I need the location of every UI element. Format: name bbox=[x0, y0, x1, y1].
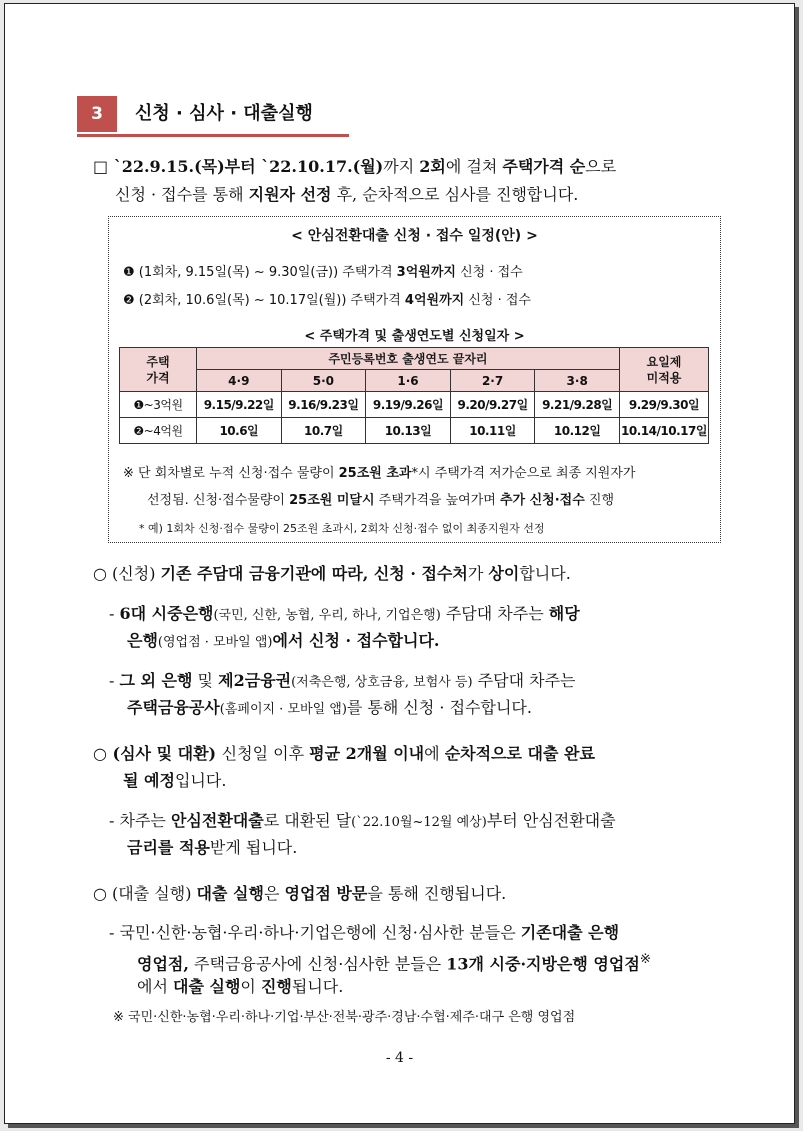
digit-header: 1·6 bbox=[366, 370, 451, 392]
apply-emph: 주택금융공사 bbox=[127, 698, 220, 717]
apply-text: 및 bbox=[192, 671, 219, 690]
note-emph: 추가 신청·접수 bbox=[499, 493, 585, 508]
apply-text: 가 bbox=[467, 564, 489, 583]
group-header: 주민등록번호 출생연도 끝자리 bbox=[197, 348, 620, 370]
table-cell: 10.7일 bbox=[281, 418, 366, 444]
review-note: (`22.10월~12월 예상) bbox=[351, 815, 487, 830]
section-heading bbox=[77, 96, 349, 137]
intro-line-2 bbox=[115, 182, 578, 207]
apply-text: 주담대 차주는 bbox=[472, 671, 576, 690]
apply-text: 주담대 차주는 bbox=[440, 604, 549, 623]
apply-emph: 에서 신청 · 접수합니다. bbox=[272, 631, 440, 650]
note-text: *시 주택가격 저가순으로 최종 지원자가 bbox=[411, 466, 636, 481]
intro-text: 후, 순차적으로 심사를 진행합니다. bbox=[331, 185, 579, 204]
exec-sub-line-2 bbox=[137, 947, 651, 976]
apply-note: (저축은행, 상호금융, 보험사 등) bbox=[291, 675, 473, 690]
apply-sub-2-line-2 bbox=[127, 695, 532, 722]
review-main-1 bbox=[93, 741, 595, 766]
schedule-title: < 안심전환대출 신청 · 접수 일정(안) > bbox=[291, 228, 538, 244]
digit-header: 3·8 bbox=[535, 370, 620, 392]
table-cell: 10.14/10.17일 bbox=[620, 418, 709, 444]
apply-note: (홈페이지 · 모바일 앱) bbox=[219, 702, 347, 717]
apply-text: 를 통해 신청 · 접수합니다. bbox=[346, 698, 532, 717]
apply-sub-1-line-1 bbox=[109, 601, 580, 628]
exec-label: ○ (대출 실행) bbox=[93, 884, 197, 903]
schedule-box bbox=[108, 216, 721, 543]
exec-text: 됩니다. bbox=[291, 977, 344, 996]
note-emph: 25조원 초과 bbox=[338, 466, 412, 481]
review-emph: 순차적으로 대출 완료 bbox=[444, 744, 595, 763]
apply-emph: 제2금융권 bbox=[218, 671, 292, 690]
apply-emph: 6대 시중은행 bbox=[119, 604, 214, 623]
review-text: 에 bbox=[424, 744, 445, 763]
review-main-2 bbox=[123, 768, 226, 793]
section-number: 3 bbox=[77, 96, 117, 132]
review-text: 부터 안심전환대출 bbox=[486, 811, 616, 830]
round-1 bbox=[123, 261, 523, 280]
row-label: ❶~3억원 bbox=[120, 392, 197, 418]
round-text: 신청 · 접수 bbox=[464, 293, 531, 308]
apply-main bbox=[93, 561, 571, 586]
digit-header: 4·9 bbox=[197, 370, 282, 392]
round-2 bbox=[123, 289, 531, 308]
review-text: 신청일 이후 bbox=[221, 744, 310, 763]
intro-text: 까지 bbox=[383, 157, 420, 176]
exec-text: 에서 bbox=[137, 977, 173, 996]
apply-text: 합니다. bbox=[519, 564, 571, 583]
table-cell: 10.12일 bbox=[535, 418, 620, 444]
apply-emph: 기존 주담대 금융기관에 따라, 신청 · 접수처 bbox=[160, 564, 468, 583]
table-cell: 10.6일 bbox=[197, 418, 282, 444]
apply-emph: 해당 bbox=[548, 604, 580, 623]
apply-note: (국민, 신한, 농협, 우리, 하나, 기업은행) bbox=[213, 608, 441, 623]
review-sub-line-2 bbox=[127, 835, 297, 860]
digit-header: 2·7 bbox=[450, 370, 535, 392]
intro-line-1 bbox=[93, 154, 616, 179]
apply-emph: 상이 bbox=[488, 564, 520, 583]
digit-header: 5·0 bbox=[281, 370, 366, 392]
intro-text: 에 걸쳐 bbox=[445, 157, 503, 176]
intro-rounds: 2회 bbox=[419, 157, 446, 176]
note-text: 선정됨. 신청·접수물량이 bbox=[147, 493, 290, 508]
exec-emph: 대출 실행 bbox=[196, 884, 264, 903]
box-note-1 bbox=[123, 462, 635, 481]
round-text: 신청 · 접수 bbox=[455, 265, 523, 280]
note-text: 주택가격을 높여가며 bbox=[374, 493, 500, 508]
exec-text: 을 통해 진행됩니다. bbox=[367, 884, 507, 903]
exec-sub-line-1 bbox=[109, 920, 619, 945]
intro-order: 주택가격 순 bbox=[502, 157, 586, 176]
note-emph: 25조원 미달시 bbox=[289, 493, 375, 508]
table-cell: 9.21/9.28일 bbox=[535, 392, 620, 418]
exec-text: 이 bbox=[240, 977, 261, 996]
box-note-2 bbox=[147, 489, 614, 508]
table-cell: 9.19/9.26일 bbox=[366, 392, 451, 418]
intro-selection: 지원자 선정 bbox=[248, 185, 332, 204]
schedule-table bbox=[119, 347, 709, 444]
apply-emph: 은행 bbox=[127, 631, 158, 650]
note-text: ※ 단 회차별로 누적 신청·접수 물량이 bbox=[123, 466, 339, 481]
exec-emph: 영업점 방문 bbox=[284, 884, 368, 903]
apply-sub-2-line-1 bbox=[109, 668, 576, 695]
round-text: ❶ (1회차, 9.15일(목) ~ 9.30일(금)) 주택가격 bbox=[123, 265, 397, 280]
col-price-header: 주택 가격 bbox=[120, 348, 197, 392]
table-title: < 주택가격 및 출생연도별 신청일자 > bbox=[304, 329, 525, 344]
exec-emph: 영업점, bbox=[137, 954, 189, 974]
intro-period: □ `22.9.15.(목)부터 `22.10.17.(월) bbox=[93, 157, 384, 176]
page-number: - 4 - bbox=[385, 1050, 414, 1066]
round-limit: 3억원까지 bbox=[396, 265, 456, 280]
box-note-3: * 예) 1회차 신청·접수 물량이 25조원 초과시, 2회차 신청·접수 없이 최종지원자 선정 bbox=[139, 522, 545, 535]
table-cell: 9.15/9.22일 bbox=[197, 392, 282, 418]
apply-text: - bbox=[109, 604, 120, 623]
exec-emph: 13개 시중·지방은행 영업점 bbox=[446, 954, 640, 974]
review-sub-line-1 bbox=[109, 808, 616, 835]
table-cell: 9.16/9.23일 bbox=[281, 392, 366, 418]
exec-emph: 대출 실행 bbox=[173, 977, 241, 996]
table-cell: 10.11일 bbox=[450, 418, 535, 444]
table-cell: 9.29/9.30일 bbox=[620, 392, 709, 418]
exec-text: 은 bbox=[263, 884, 285, 903]
exec-text: - 국민·신한·농협·우리·하나·기업은행에 신청·심사한 분들은 bbox=[109, 923, 521, 942]
table-cell: 10.13일 bbox=[366, 418, 451, 444]
intro-text: 으로 bbox=[585, 157, 617, 176]
exec-main bbox=[93, 881, 506, 906]
review-emph: 금리를 적용 bbox=[127, 838, 210, 857]
round-limit: 4억원까지 bbox=[404, 293, 465, 308]
exec-emph: 기존대출 은행 bbox=[520, 923, 620, 942]
review-emph: 안심전환대출 bbox=[170, 811, 264, 830]
table-row bbox=[120, 418, 709, 444]
exec-text: 주택금융공사에 신청·심사한 분들은 bbox=[188, 954, 447, 974]
intro-text: 신청 · 접수를 통해 bbox=[115, 185, 249, 204]
document-page bbox=[4, 3, 795, 1124]
review-emph: 될 예정 bbox=[123, 771, 175, 790]
weekday-header: 요일제 미적용 bbox=[620, 348, 709, 392]
apply-text: - bbox=[109, 671, 120, 690]
round-text: ❷ (2회차, 10.6일(목) ~ 10.17일(월)) 주택가격 bbox=[123, 293, 405, 308]
review-text: 입니다. bbox=[174, 771, 227, 790]
review-text: 로 대환된 달 bbox=[263, 811, 352, 830]
exec-footnote: ※ 국민·신한·농협·우리·하나·기업·부산·전북·광주·경남·수협·제주·대구 은행 영업점 bbox=[113, 1010, 576, 1025]
apply-label: ○ (신청) bbox=[93, 564, 161, 583]
apply-emph: 그 외 은행 bbox=[119, 671, 193, 690]
table-cell: 9.20/9.27일 bbox=[450, 392, 535, 418]
section-title: 신청 · 심사 · 대출실행 bbox=[135, 103, 313, 124]
review-emph: 평균 2개월 이내 bbox=[309, 744, 425, 763]
table-row bbox=[120, 392, 709, 418]
review-text: 받게 됩니다. bbox=[209, 838, 298, 857]
exec-footnote-mark: ※ bbox=[639, 952, 651, 967]
row-label: ❷~4억원 bbox=[120, 418, 197, 444]
exec-sub-line-3 bbox=[137, 974, 343, 999]
review-label: ○ (심사 및 대환) bbox=[93, 744, 222, 763]
apply-sub-1-line-2 bbox=[127, 628, 439, 655]
apply-note: (영업점 · 모바일 앱) bbox=[157, 635, 273, 650]
note-text: 진행 bbox=[584, 493, 615, 508]
exec-emph: 진행 bbox=[260, 977, 292, 996]
review-text: - 차주는 bbox=[109, 811, 171, 830]
